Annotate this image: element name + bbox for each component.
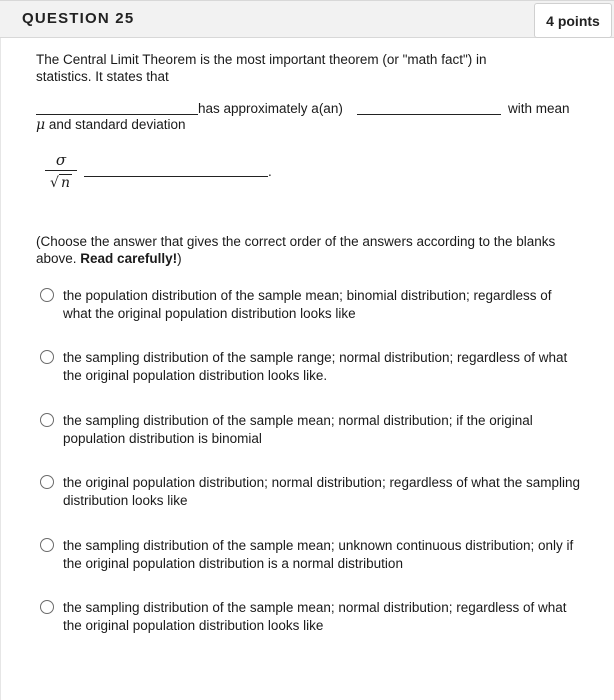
points-badge bbox=[534, 3, 612, 38]
option-label[interactable]: the population distribution of the sample mean; binomial distribution; regardless of what the original population distribution looks like bbox=[63, 288, 552, 321]
radio-button[interactable] bbox=[40, 288, 54, 302]
statement-and-sd: and standard deviation bbox=[45, 117, 186, 132]
statement-mu-line bbox=[36, 116, 185, 134]
instructions-text: (Choose the answer that gives the correct order of the answers according to the blanks above. bbox=[36, 234, 556, 266]
instructions-close: ) bbox=[177, 251, 182, 266]
question-header bbox=[0, 0, 614, 38]
points-label: 4 points bbox=[546, 12, 600, 29]
sigma-over-root-n bbox=[41, 150, 81, 192]
radio-button[interactable] bbox=[40, 475, 54, 489]
option-label[interactable]: the sampling distribution of the sample mean; unknown continuous distribution; only if the original population distribution is a normal distribution bbox=[63, 538, 574, 571]
option-label[interactable]: the sampling distribution of the sample range; normal distribution; regardless of what the original population distribution looks like. bbox=[63, 350, 568, 383]
option-label[interactable]: the sampling distribution of the sample mean; normal distribution; if the original population distribution is binomial bbox=[63, 413, 533, 446]
answer-blank-2 bbox=[357, 114, 501, 115]
mu-symbol: μ bbox=[36, 117, 46, 133]
radio-button[interactable] bbox=[40, 538, 54, 552]
option-label[interactable]: the sampling distribution of the sample mean; normal distribution; regardless of what the original population distribution looks like bbox=[63, 600, 567, 633]
statement-period: . bbox=[268, 164, 272, 179]
answer-blank-3 bbox=[84, 176, 268, 177]
statement-intro: The Central Limit Theorem is the most important theorem (or "math fact") in statistics. It states that bbox=[36, 52, 487, 84]
sqrt-symbol: √ bbox=[50, 175, 59, 191]
instructions-bold: Read carefully! bbox=[80, 251, 178, 266]
radio-button[interactable] bbox=[40, 413, 54, 427]
fraction-bar bbox=[45, 170, 77, 171]
statement-has-approx: has approximately a(an) bbox=[198, 101, 343, 116]
question-body bbox=[0, 38, 614, 700]
radio-button[interactable] bbox=[40, 600, 54, 614]
sigma-symbol: σ bbox=[55, 151, 67, 169]
question-title: QUESTION 25 bbox=[22, 10, 135, 27]
sqrt-n bbox=[50, 175, 72, 191]
n-symbol: n bbox=[60, 175, 70, 191]
instructions bbox=[36, 233, 576, 267]
radio-button[interactable] bbox=[40, 350, 54, 364]
answer-blank-1 bbox=[36, 114, 198, 115]
statement-with-mean: with mean bbox=[508, 101, 570, 116]
option-label[interactable]: the original population distribution; normal distribution; regardless of what the sampling distribution looks like bbox=[63, 475, 581, 508]
